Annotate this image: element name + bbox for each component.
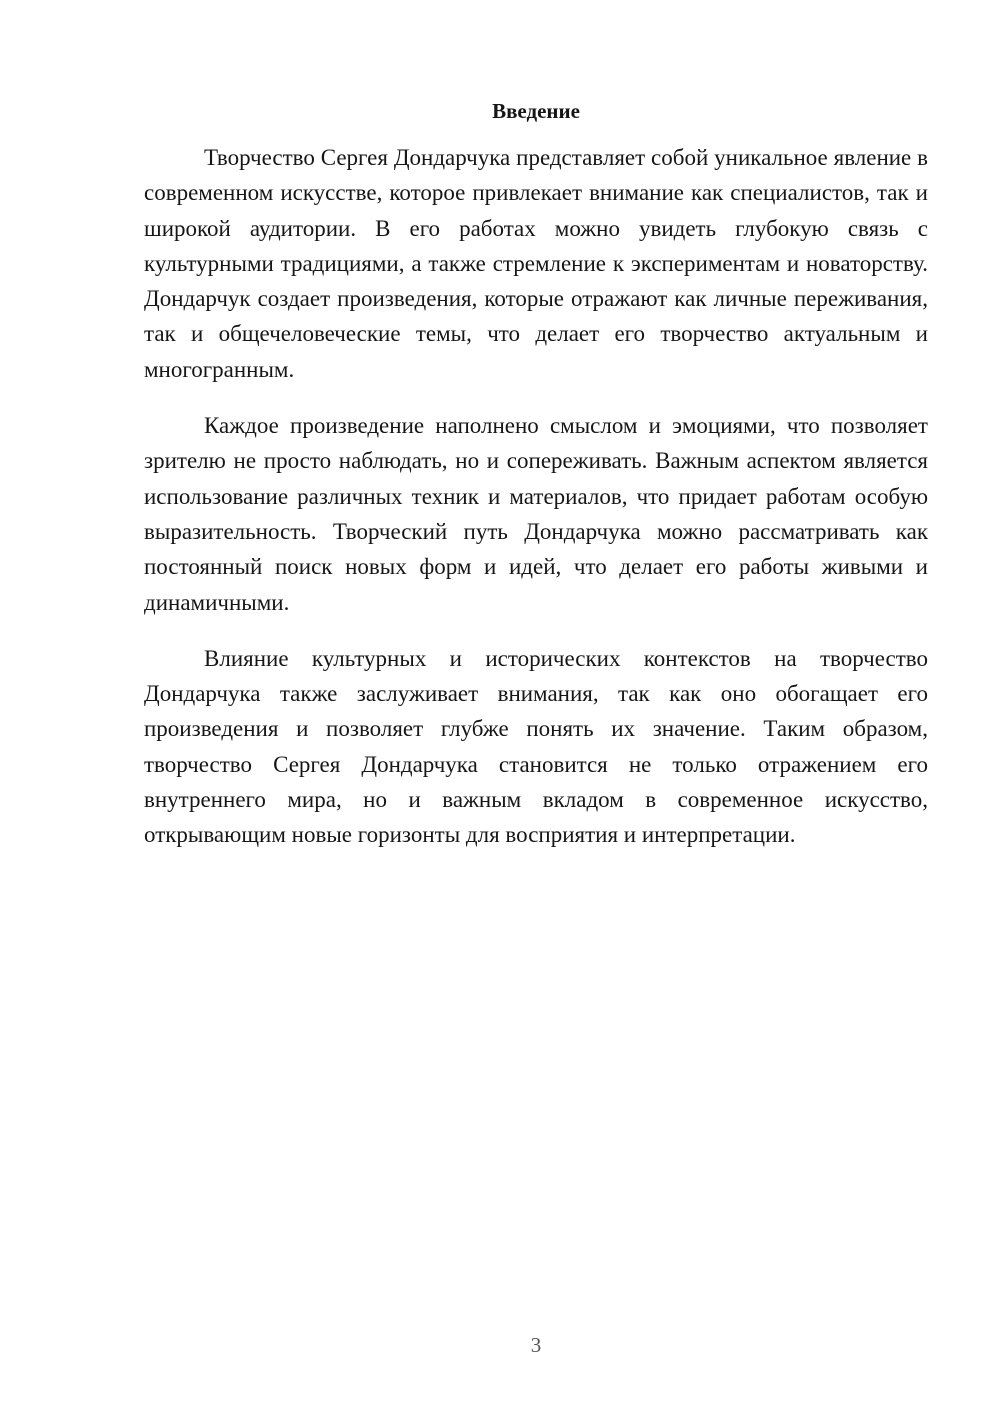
paragraph-3: Влияние культурных и исторических контекстов на творчество Дондарчука также заслуживает внимания, так как оно обогащает его произведения и позволяет глубже понять их значение. Таким образом, творчество Сергея Дондарчука становится не только отражением его внутреннего мира, но и важным вкладом в современное искусство, открывающим новые горизонты для восприятия и интерпретации. <box>144 645 928 848</box>
section-heading: Введение <box>492 99 580 123</box>
page-number: 3 <box>530 1333 542 1357</box>
page-content <box>144 96 928 874</box>
paragraph-1: Творчество Сергея Дондарчука представляет собой уникальное явление в современном искусстве, которое привлекает внимание как специалистов, так и широкой аудитории. В его работах можно увидеть глубокую связь с культурными традициями, а также стремление к экспериментам и новаторству. Дондарчук создает произведения, которые отражают как личные переживания, так и общечеловеческие темы, что делает его творчество актуальным и многогранным. <box>144 145 928 382</box>
paragraph-2: Каждое произведение наполнено смыслом и эмоциями, что позволяет зрителю не просто наблюдать, но и сопереживать. Важным аспектом является использование различных техник и материалов, что придает работам особую выразительность. Творческий путь Дондарчука можно рассматривать как постоянный поиск новых форм и идей, что делает его работы живыми и динамичными. <box>144 413 928 615</box>
